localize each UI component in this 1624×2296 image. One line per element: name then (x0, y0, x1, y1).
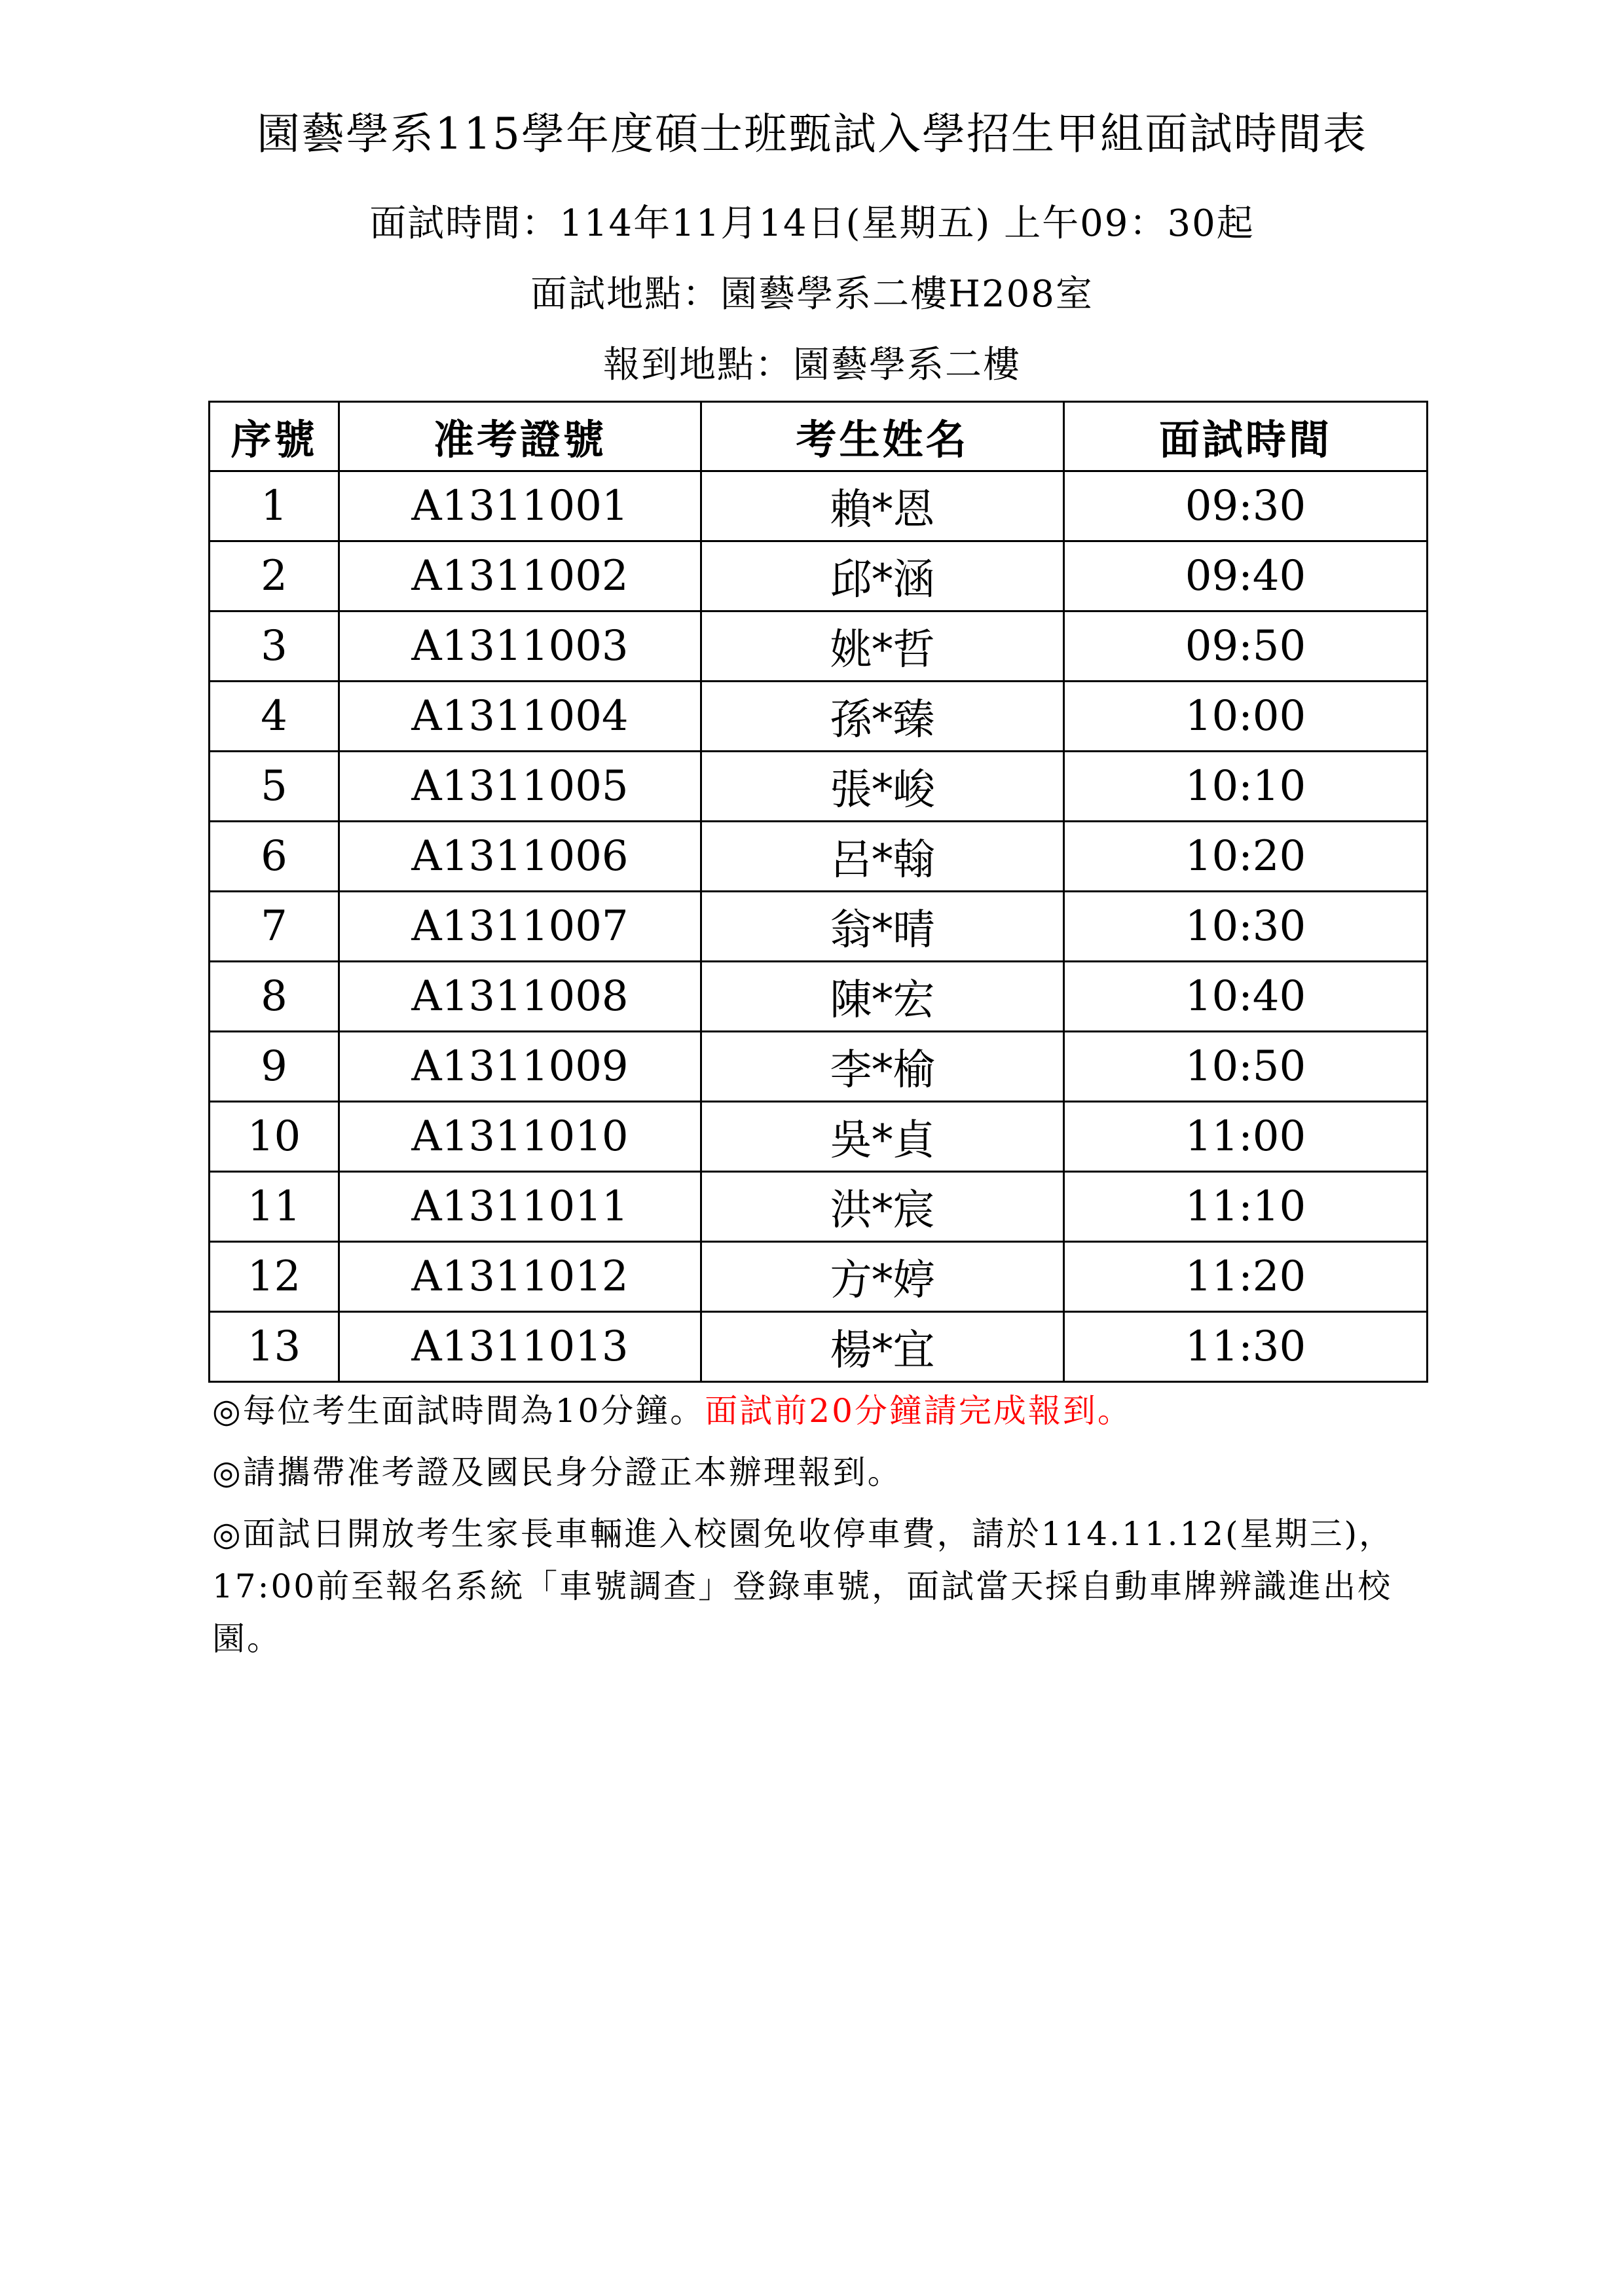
table-row (210, 611, 1428, 682)
interview-location: 面試地點：園藝學系二樓H208室 (530, 273, 1094, 316)
cell-seq: 5 (210, 752, 339, 822)
table-row (210, 682, 1428, 752)
cell-candidate-name: 洪*宸 (701, 1172, 1064, 1242)
cell-admission-no: A1311006 (339, 822, 701, 892)
note-bring-id: ◎請攜帶准考證及國民身分證正本辦理報到。 (212, 1453, 902, 1491)
note-checkin-warning: 面試前20分鐘請完成報到。 (705, 1392, 1132, 1430)
cell-seq: 3 (210, 611, 339, 682)
header-admission-no: 准考證號 (339, 402, 701, 471)
report-location: 報到地點：園藝學系二樓 (603, 344, 1021, 386)
cell-candidate-name: 楊*宜 (701, 1312, 1064, 1382)
cell-interview-time: 11:20 (1064, 1242, 1428, 1312)
cell-candidate-name: 呂*翰 (701, 822, 1064, 892)
note-interview-duration (212, 1385, 1430, 1437)
cell-admission-no: A1311009 (339, 1032, 701, 1102)
cell-interview-time: 11:30 (1064, 1312, 1428, 1382)
cell-admission-no: A1311002 (339, 541, 701, 611)
cell-candidate-name: 陳*宏 (701, 962, 1064, 1032)
header-seq: 序號 (210, 402, 339, 471)
note-duration-text: ◎每位考生面試時間為10分鐘。 (212, 1392, 705, 1430)
cell-interview-time: 10:40 (1064, 962, 1428, 1032)
table-row (210, 752, 1428, 822)
table-row (210, 892, 1428, 962)
cell-candidate-name: 吳*貞 (701, 1102, 1064, 1172)
cell-seq: 4 (210, 682, 339, 752)
cell-interview-time: 11:10 (1064, 1172, 1428, 1242)
notes-section (212, 1385, 1430, 1665)
cell-interview-time: 09:40 (1064, 541, 1428, 611)
cell-admission-no: A1311012 (339, 1242, 701, 1312)
table-row (210, 1312, 1428, 1382)
cell-candidate-name: 翁*晴 (701, 892, 1064, 962)
cell-candidate-name: 賴*恩 (701, 471, 1064, 541)
cell-admission-no: A1311011 (339, 1172, 701, 1242)
cell-seq: 1 (210, 471, 339, 541)
cell-interview-time: 09:30 (1064, 471, 1428, 541)
cell-candidate-name: 方*婷 (701, 1242, 1064, 1312)
cell-interview-time: 11:00 (1064, 1102, 1428, 1172)
cell-admission-no: A1311007 (339, 892, 701, 962)
table-row (210, 962, 1428, 1032)
table-row (210, 1172, 1428, 1242)
cell-candidate-name: 孫*臻 (701, 682, 1064, 752)
cell-seq: 7 (210, 892, 339, 962)
cell-seq: 13 (210, 1312, 339, 1382)
table-row (210, 471, 1428, 541)
cell-admission-no: A1311004 (339, 682, 701, 752)
cell-admission-no: A1311013 (339, 1312, 701, 1382)
cell-seq: 8 (210, 962, 339, 1032)
table-row (210, 541, 1428, 611)
cell-candidate-name: 李*榆 (701, 1032, 1064, 1102)
cell-seq: 12 (210, 1242, 339, 1312)
cell-interview-time: 10:20 (1064, 822, 1428, 892)
cell-admission-no: A1311001 (339, 471, 701, 541)
cell-interview-time: 10:00 (1064, 682, 1428, 752)
interview-schedule-table (208, 401, 1428, 1383)
interview-time: 面試時間：114年11月14日(星期五) 上午09：30起 (369, 202, 1255, 245)
header-interview-time: 面試時間 (1064, 402, 1428, 471)
cell-seq: 6 (210, 822, 339, 892)
table-row (210, 1242, 1428, 1312)
cell-admission-no: A1311005 (339, 752, 701, 822)
page-title: 園藝學系115學年度碩士班甄試入學招生甲組面試時間表 (257, 109, 1367, 159)
note-parking: ◎面試日開放考生家長車輛進入校園免收停車費，請於114.11.12(星期三)，17:00前至報名系統「車號調查」登錄車號，面試當天採自動車牌辨識進出校園。 (212, 1515, 1394, 1658)
table-header-row (210, 402, 1428, 471)
cell-candidate-name: 姚*哲 (701, 611, 1064, 682)
cell-seq: 10 (210, 1102, 339, 1172)
cell-admission-no: A1311003 (339, 611, 701, 682)
cell-seq: 11 (210, 1172, 339, 1242)
table-row (210, 822, 1428, 892)
cell-interview-time: 09:50 (1064, 611, 1428, 682)
table-row (210, 1102, 1428, 1172)
header-candidate-name: 考生姓名 (701, 402, 1064, 471)
cell-candidate-name: 邱*涵 (701, 541, 1064, 611)
cell-candidate-name: 張*峻 (701, 752, 1064, 822)
cell-interview-time: 10:10 (1064, 752, 1428, 822)
cell-seq: 9 (210, 1032, 339, 1102)
cell-admission-no: A1311008 (339, 962, 701, 1032)
cell-admission-no: A1311010 (339, 1102, 701, 1172)
table-row (210, 1032, 1428, 1102)
cell-seq: 2 (210, 541, 339, 611)
cell-interview-time: 10:50 (1064, 1032, 1428, 1102)
cell-interview-time: 10:30 (1064, 892, 1428, 962)
